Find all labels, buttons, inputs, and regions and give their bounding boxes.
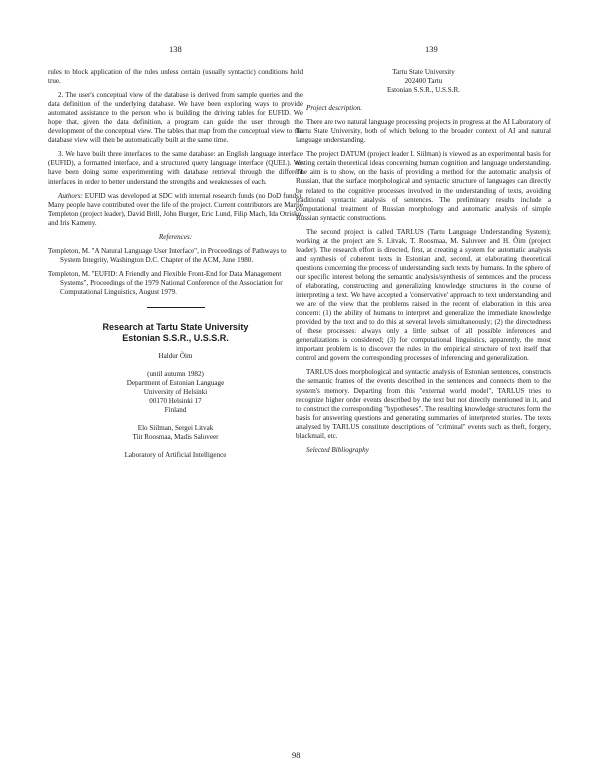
- address-line: Estonian S.S.R., U.S.S.R.: [387, 86, 460, 95]
- affiliation-line: University of Helsinki: [143, 388, 208, 397]
- body-paragraph: The project DATUM (project leader I. Siilman) is viewed as an experimental basis for testing certain theoretical ideas concerning human cognition and language understanding. The aim is to show, on the basis of providing a method for the automatic analysis of Russian, that the surface morphological and syntactic structure of languages can directly be related to the cognitive processes involved in the understanding of texts, avoiding traditional syntactic analysis of sentences. The preliminary results include a computational treatment of Russian morphology and automatic analysis of simple Russian syntactic constructions.: [296, 150, 551, 222]
- affiliation-line: Finland: [164, 406, 187, 415]
- affiliation-line: Department of Estonian Language: [126, 379, 225, 388]
- affiliation-line: (until autumn 1982): [147, 370, 204, 379]
- section-title: [48, 322, 303, 344]
- continuation-paragraph: rules to block application of the rules unless certain (usually syntactic) conditions hold true.: [48, 68, 303, 86]
- page-number-left: 138: [169, 44, 182, 54]
- body-paragraph: TARLUS does morphological and syntactic analysis of Estonian sentences, constructs the semantic frames of the events described in the sentences and connects them to the system's memory. Departing from this "external world model", TARLUS tries to recognize higher order events described by the text but not directly mentioned in it, and to construct the corresponding "hypotheses". The resulting knowledge structures form the basis for answering questions and generating summaries of interpreted stories. The texts analysed by TARLUS constitute descriptions of "criminal" events such as theft, forgery, blackmail, etc.: [296, 368, 551, 440]
- address-line: Tartu State University: [392, 68, 455, 76]
- paragraph-interfaces: 3. We have built three interfaces to the same database: an English language interface (EUFID), a formatted interface, and a structured query language interface (QUEL). We have been doing some experimenting with database retrieval through the different interfaces in order to better understand the strengths and weaknesses of each.: [48, 150, 303, 186]
- collaborators-line: Tiit Roosmaa, Madis Saluveer: [132, 433, 219, 442]
- body-paragraph: The second project is called TARLUS (Tartu Language Understanding System); working at the project are S. Litvak, T. Roosmaa, M. Saluveer and H. Õim (project leader). The research effort is directed, first, at creating a system for automatic analysis and synthesis of coherent texts in Estonian and, second, at elaborating theoretical questions concerning the process of understanding such texts by humans. In the sphere of our specific interest belong the semantic analysis/synthesis of sentences and the process of elaborating, constructing and generalizing knowledge structures in the course of interpreting a text. We have accepted a 'conservative' approach to text understanding and we are of the view that the problems raised in the recent of elaboration in this area concern: (1) the ability of humans to interpret and generalize the immediate knowledge provided by the text and to do this at several levels simultaneously; (2) the directedness of these processes: always only a little subset of all possible inferences and generalizations is considered; (3) for computational linguistics, apparently, the most important problem is to discover the rules in the empirical structure of text itself that control and govern the corresponding processes of inferencing and generalization.: [296, 227, 551, 363]
- paragraph-conceptual-view: 2. The user's conceptual view of the database is derived from sample queries and the data definition of the underlying database. We have been exploring ways to provide automated assistance to the person who is building the driving tables for EUFID. We hope that, given the data definition, a program can guide the user through the development of the conceptual view. The tables that map from the conceptual view to the database view will then be automatically built at the same time.: [48, 91, 303, 145]
- collaborators-line: Elo Siilman, Sergei Litvak: [137, 424, 214, 433]
- reference-item: Templeton, M. "A Natural Language User Interface", in Proceedings of Pathways to System Integrity, Washington D.C. Chapter of the ACM, June 1980.: [48, 246, 287, 264]
- affiliation-line: 00170 Helsinki 17: [149, 397, 202, 406]
- project-description-heading: Project description.: [306, 104, 363, 113]
- authors-label: Authors:: [58, 191, 83, 200]
- section-title-line1: Research at Tartu State University: [102, 322, 249, 333]
- section-divider: [147, 307, 205, 308]
- reference-item: Templeton, M. "EUFID: A Friendly and Flexible Front-End for Data Management Systems", Proceedings of the 1979 National Conference of the Association for Computational Linguistics, August 1979.: [48, 269, 283, 296]
- page-number-right: 139: [425, 44, 438, 54]
- section-title-line2: Estonian S.S.R., U.S.S.R.: [122, 333, 229, 344]
- right-column: [296, 68, 551, 460]
- author-name: Haldur Õim: [158, 352, 193, 361]
- left-column: [48, 68, 303, 460]
- body-paragraph: There are two natural language processing projects in progress at the AI Laboratory of Tartu State University, both of which belong to the broader context of AI and natural language understanding.: [296, 118, 551, 145]
- authors-paragraph: [48, 192, 303, 228]
- address-line: 202400 Tartu: [404, 77, 443, 86]
- authors-text: EUFID was developed at SDC with internal research funds (no DoD funds). Many people have contributed over the life of the project. Current contributors are Marjie Templeton (project leader), David Brill, John Burger, Eric Lund, Filip Mach, Ida Otrisko, and Iris Kameny.: [48, 191, 303, 227]
- page-footer-number: 98: [292, 750, 301, 760]
- bibliography-heading: Selected Bibliography: [306, 445, 369, 454]
- lab-name: Laboratory of Artificial Intelligence: [124, 451, 227, 460]
- references-heading: References:: [158, 232, 193, 241]
